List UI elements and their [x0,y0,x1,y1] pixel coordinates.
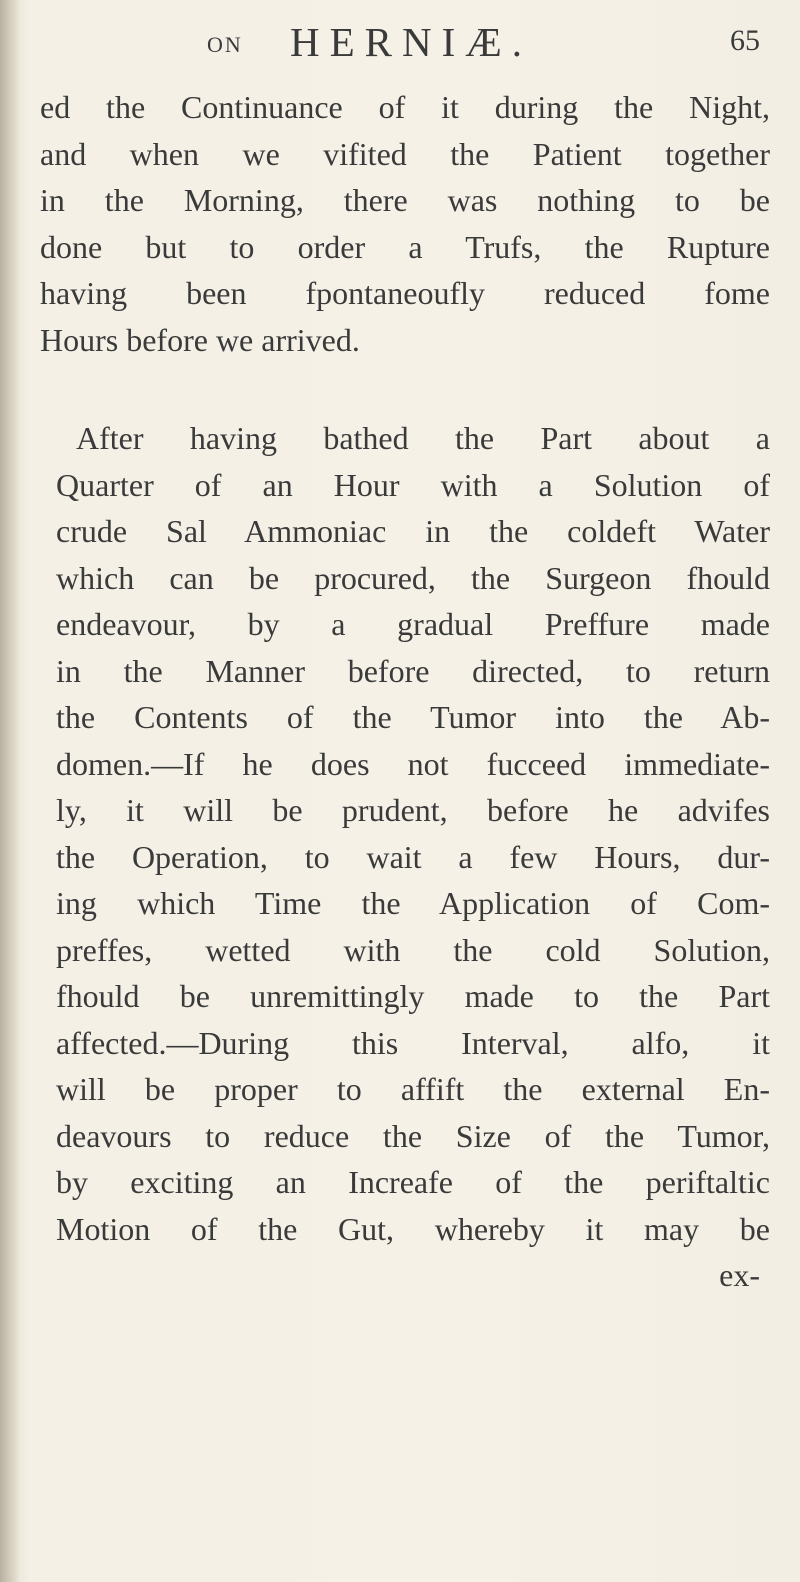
text-line: affected.—During this Interval, alfo, it [56,1024,770,1061]
text-line: ed the Continuance of it during the Night, [40,89,770,125]
text-line: deavours to reduce the Size of the Tumor, [56,1117,770,1154]
text-line: having been fpontaneoufly reduced fome [40,275,770,311]
body-text [40,84,770,1299]
text-line: Motion of the Gut, whereby it may be [56,1210,770,1247]
text-line: crude Sal Ammoniac in the coldeft Water [56,513,770,549]
catchword-line [40,1252,770,1299]
page-gutter [0,0,20,1582]
text-line: ing which Time the Application of Com- [56,885,770,921]
catchword: ex- [719,1257,760,1293]
paragraph-1 [40,84,770,363]
text-line: the Contents of the Tumor into the Ab- [56,699,770,735]
text-line: which can be procured, the Surgeon fhould [56,559,770,596]
text-line: preffes, wetted with the cold Solution, [56,931,770,968]
text-line: fhould be unremittingly made to the Part [56,978,770,1014]
text-line: will be proper to affift the external En- [56,1071,770,1107]
paragraph-gap [40,363,770,415]
text-line: ly, it will be prudent, before he advifes [56,792,770,828]
text-line: in the Manner before directed, to return [56,652,770,689]
text-line: endeavour, by a gradual Preffure made [56,606,770,642]
text-line: by exciting an Increafe of the periftaltic [56,1164,770,1200]
header-prefix: ON [207,32,243,57]
text-line: in the Morning, there was nothing to be [40,182,770,218]
header-title: HERNIÆ. [290,19,532,65]
text-line: done but to order a Trufs, the Rupture [40,228,770,265]
text-line: Hours before we arrived. [40,321,360,358]
text-line: and when we vifited the Patient together [40,135,770,172]
text-line: the Operation, to wait a few Hours, dur- [56,838,770,875]
text-line: domen.—If he does not fucceed immediate- [56,745,770,782]
running-header [0,18,800,78]
page-number: 65 [730,24,760,57]
paragraph-2 [40,415,770,1252]
text-line: Quarter of an Hour with a Solution of [56,466,770,503]
text-line: After having bathed the Part about a [76,420,770,456]
